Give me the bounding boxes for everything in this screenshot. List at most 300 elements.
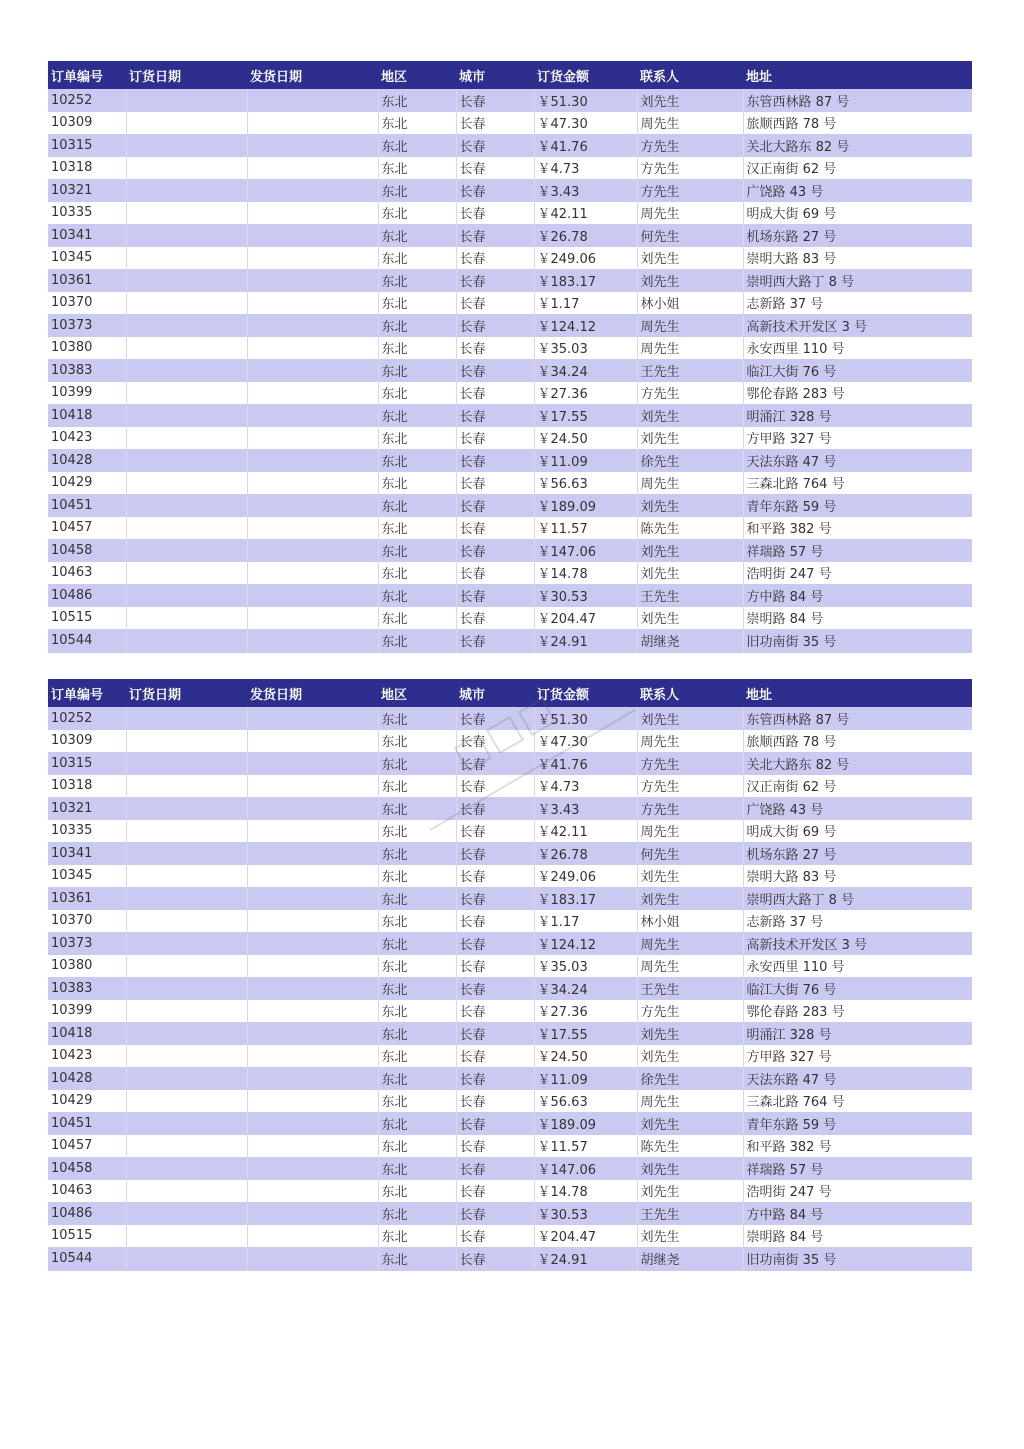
cell-contact: 方先生	[637, 752, 743, 775]
cell-address: 浩明街 247 号	[743, 562, 972, 585]
table-row	[48, 224, 972, 247]
cell-amount: ￥30.53	[534, 1202, 637, 1225]
cell-address: 和平路 382 号	[743, 1135, 972, 1158]
cell-order-date	[126, 932, 247, 955]
cell-amount: ￥124.12	[534, 932, 637, 955]
cell-address: 广饶路 43 号	[743, 179, 972, 202]
cell-region: 东北	[378, 337, 456, 360]
cell-ship-date	[247, 842, 378, 865]
cell-amount: ￥24.91	[534, 629, 637, 652]
cell-amount: ￥189.09	[534, 1112, 637, 1135]
cell-ship-date	[247, 1202, 378, 1225]
table-row	[48, 1202, 972, 1225]
cell-amount: ￥14.78	[534, 562, 637, 585]
table-row	[48, 562, 972, 585]
cell-order-id: 10399	[48, 1000, 126, 1023]
cell-region: 东北	[378, 1180, 456, 1203]
cell-ship-date	[247, 629, 378, 652]
cell-contact: 周先生	[637, 730, 743, 753]
cell-amount: ￥183.17	[534, 887, 637, 910]
cell-ship-date	[247, 1157, 378, 1180]
cell-order-date	[126, 472, 247, 495]
cell-order-id: 10429	[48, 472, 126, 495]
cell-order-date	[126, 1022, 247, 1045]
cell-address: 高新技术开发区 3 号	[743, 932, 972, 955]
cell-region: 东北	[378, 472, 456, 495]
cell-ship-date	[247, 1067, 378, 1090]
cell-city: 长春	[456, 1135, 534, 1158]
cell-city: 长春	[456, 820, 534, 843]
cell-address: 旅顺西路 78 号	[743, 730, 972, 753]
cell-city: 长春	[456, 517, 534, 540]
cell-amount: ￥41.76	[534, 134, 637, 157]
cell-region: 东北	[378, 202, 456, 225]
cell-order-date	[126, 224, 247, 247]
cell-address: 崇明西大路丁 8 号	[743, 887, 972, 910]
cell-contact: 陈先生	[637, 1135, 743, 1158]
table-row	[48, 427, 972, 450]
table-row	[48, 977, 972, 1000]
cell-ship-date	[247, 472, 378, 495]
cell-address: 关北大路东 82 号	[743, 134, 972, 157]
table-row	[48, 775, 972, 798]
cell-address: 旅顺西路 78 号	[743, 112, 972, 135]
cell-order-id: 10345	[48, 865, 126, 888]
cell-order-id: 10515	[48, 1225, 126, 1248]
cell-contact: 刘先生	[637, 1157, 743, 1180]
cell-ship-date	[247, 1247, 378, 1270]
cell-contact: 刘先生	[637, 562, 743, 585]
cell-city: 长春	[456, 1067, 534, 1090]
cell-amount: ￥17.55	[534, 404, 637, 427]
cell-amount: ￥35.03	[534, 955, 637, 978]
cell-contact: 刘先生	[637, 427, 743, 450]
cell-contact: 周先生	[637, 314, 743, 337]
table-row	[48, 89, 972, 112]
cell-city: 长春	[456, 89, 534, 112]
cell-order-date	[126, 427, 247, 450]
cell-order-date	[126, 1090, 247, 1113]
cell-city: 长春	[456, 977, 534, 1000]
cell-ship-date	[247, 157, 378, 180]
cell-address: 机场东路 27 号	[743, 842, 972, 865]
header-amount: 订货金额	[534, 679, 637, 707]
cell-order-id: 10463	[48, 562, 126, 585]
cell-address: 志新路 37 号	[743, 910, 972, 933]
table-row	[48, 337, 972, 360]
cell-order-date	[126, 404, 247, 427]
cell-contact: 胡继尧	[637, 1247, 743, 1270]
cell-order-date	[126, 112, 247, 135]
table-header-row	[48, 61, 972, 89]
cell-address: 永安西里 110 号	[743, 337, 972, 360]
header-contact: 联系人	[637, 61, 743, 89]
table-row	[48, 1247, 972, 1270]
cell-region: 东北	[378, 134, 456, 157]
cell-ship-date	[247, 820, 378, 843]
table-header-row	[48, 679, 972, 707]
cell-address: 和平路 382 号	[743, 517, 972, 540]
cell-contact: 王先生	[637, 584, 743, 607]
cell-amount: ￥47.30	[534, 112, 637, 135]
cell-address: 三森北路 764 号	[743, 1090, 972, 1113]
cell-order-id: 10335	[48, 820, 126, 843]
cell-region: 东北	[378, 157, 456, 180]
cell-city: 长春	[456, 1157, 534, 1180]
cell-region: 东北	[378, 797, 456, 820]
cell-order-id: 10418	[48, 404, 126, 427]
cell-ship-date	[247, 269, 378, 292]
cell-address: 明成大街 69 号	[743, 820, 972, 843]
cell-contact: 周先生	[637, 337, 743, 360]
cell-order-id: 10451	[48, 494, 126, 517]
cell-address: 永安西里 110 号	[743, 955, 972, 978]
table-row	[48, 955, 972, 978]
table-row	[48, 269, 972, 292]
cell-amount: ￥51.30	[534, 707, 637, 730]
cell-region: 东北	[378, 1135, 456, 1158]
cell-order-id: 10429	[48, 1090, 126, 1113]
cell-order-id: 10451	[48, 1112, 126, 1135]
cell-ship-date	[247, 775, 378, 798]
cell-amount: ￥204.47	[534, 607, 637, 630]
cell-order-date	[126, 314, 247, 337]
cell-order-id: 10463	[48, 1180, 126, 1203]
cell-order-date	[126, 887, 247, 910]
cell-region: 东北	[378, 427, 456, 450]
cell-order-date	[126, 910, 247, 933]
table-row	[48, 584, 972, 607]
cell-ship-date	[247, 752, 378, 775]
cell-contact: 方先生	[637, 134, 743, 157]
table-row	[48, 1180, 972, 1203]
cell-address: 临江大街 76 号	[743, 359, 972, 382]
cell-city: 长春	[456, 134, 534, 157]
cell-region: 东北	[378, 977, 456, 1000]
cell-order-date	[126, 707, 247, 730]
cell-region: 东北	[378, 607, 456, 630]
cell-address: 方甲路 327 号	[743, 1045, 972, 1068]
cell-order-id: 10457	[48, 517, 126, 540]
cell-order-id: 10458	[48, 1157, 126, 1180]
cell-city: 长春	[456, 1090, 534, 1113]
cell-order-id: 10457	[48, 1135, 126, 1158]
cell-region: 东北	[378, 494, 456, 517]
cell-address: 方中路 84 号	[743, 1202, 972, 1225]
header-order-date: 订货日期	[126, 61, 247, 89]
cell-amount: ￥3.43	[534, 179, 637, 202]
cell-order-id: 10361	[48, 269, 126, 292]
cell-order-date	[126, 494, 247, 517]
cell-ship-date	[247, 494, 378, 517]
cell-amount: ￥147.06	[534, 1157, 637, 1180]
cell-amount: ￥24.91	[534, 1247, 637, 1270]
cell-contact: 周先生	[637, 1090, 743, 1113]
cell-ship-date	[247, 584, 378, 607]
cell-city: 长春	[456, 494, 534, 517]
cell-city: 长春	[456, 359, 534, 382]
cell-order-id: 10399	[48, 382, 126, 405]
cell-amount: ￥11.57	[534, 517, 637, 540]
cell-ship-date	[247, 932, 378, 955]
cell-amount: ￥147.06	[534, 539, 637, 562]
cell-city: 长春	[456, 629, 534, 652]
cell-address: 祥瑞路 57 号	[743, 539, 972, 562]
cell-order-date	[126, 977, 247, 1000]
cell-address: 汉正南街 62 号	[743, 157, 972, 180]
table-row	[48, 910, 972, 933]
cell-region: 东北	[378, 539, 456, 562]
table-row	[48, 932, 972, 955]
cell-amount: ￥24.50	[534, 427, 637, 450]
cell-contact: 周先生	[637, 202, 743, 225]
cell-ship-date	[247, 607, 378, 630]
cell-address: 崇明路 84 号	[743, 1225, 972, 1248]
cell-region: 东北	[378, 1247, 456, 1270]
cell-amount: ￥17.55	[534, 1022, 637, 1045]
cell-order-id: 10544	[48, 1247, 126, 1270]
cell-amount: ￥30.53	[534, 584, 637, 607]
cell-city: 长春	[456, 1022, 534, 1045]
cell-city: 长春	[456, 1247, 534, 1270]
header-region: 地区	[378, 679, 456, 707]
cell-amount: ￥27.36	[534, 1000, 637, 1023]
cell-city: 长春	[456, 337, 534, 360]
cell-city: 长春	[456, 707, 534, 730]
cell-ship-date	[247, 382, 378, 405]
cell-region: 东北	[378, 224, 456, 247]
cell-contact: 刘先生	[637, 404, 743, 427]
cell-address: 青年东路 59 号	[743, 494, 972, 517]
cell-contact: 徐先生	[637, 449, 743, 472]
header-ship-date: 发货日期	[247, 679, 378, 707]
cell-city: 长春	[456, 562, 534, 585]
cell-city: 长春	[456, 404, 534, 427]
cell-city: 长春	[456, 157, 534, 180]
cell-contact: 方先生	[637, 775, 743, 798]
cell-amount: ￥204.47	[534, 1225, 637, 1248]
cell-order-date	[126, 842, 247, 865]
cell-ship-date	[247, 112, 378, 135]
cell-city: 长春	[456, 1180, 534, 1203]
cell-address: 广饶路 43 号	[743, 797, 972, 820]
cell-order-id: 10380	[48, 955, 126, 978]
cell-order-id: 10423	[48, 427, 126, 450]
header-address: 地址	[743, 679, 972, 707]
cell-region: 东北	[378, 1022, 456, 1045]
cell-order-date	[126, 179, 247, 202]
cell-order-id: 10458	[48, 539, 126, 562]
cell-contact: 方先生	[637, 797, 743, 820]
table-row	[48, 494, 972, 517]
cell-city: 长春	[456, 865, 534, 888]
cell-amount: ￥42.11	[534, 202, 637, 225]
cell-order-date	[126, 517, 247, 540]
cell-region: 东北	[378, 1202, 456, 1225]
table-row	[48, 1000, 972, 1023]
cell-order-id: 10309	[48, 112, 126, 135]
cell-address: 汉正南街 62 号	[743, 775, 972, 798]
cell-ship-date	[247, 1022, 378, 1045]
cell-region: 东北	[378, 112, 456, 135]
cell-address: 崇明路 84 号	[743, 607, 972, 630]
cell-contact: 刘先生	[637, 1045, 743, 1068]
cell-region: 东北	[378, 89, 456, 112]
cell-contact: 王先生	[637, 359, 743, 382]
cell-city: 长春	[456, 1000, 534, 1023]
cell-order-id: 10544	[48, 629, 126, 652]
cell-ship-date	[247, 134, 378, 157]
cell-order-date	[126, 539, 247, 562]
cell-region: 东北	[378, 247, 456, 270]
cell-ship-date	[247, 359, 378, 382]
cell-region: 东北	[378, 752, 456, 775]
cell-city: 长春	[456, 730, 534, 753]
cell-address: 方甲路 327 号	[743, 427, 972, 450]
table-row	[48, 1022, 972, 1045]
cell-region: 东北	[378, 269, 456, 292]
table-row	[48, 472, 972, 495]
header-order-id: 订单编号	[48, 679, 126, 707]
cell-address: 祥瑞路 57 号	[743, 1157, 972, 1180]
table-row	[48, 1112, 972, 1135]
cell-order-date	[126, 1180, 247, 1203]
cell-address: 天法东路 47 号	[743, 449, 972, 472]
cell-order-date	[126, 449, 247, 472]
cell-order-id: 10373	[48, 932, 126, 955]
cell-address: 明涌江 328 号	[743, 1022, 972, 1045]
table-body	[48, 89, 972, 652]
cell-amount: ￥249.06	[534, 247, 637, 270]
cell-amount: ￥14.78	[534, 1180, 637, 1203]
header-region: 地区	[378, 61, 456, 89]
cell-region: 东北	[378, 1225, 456, 1248]
table-body	[48, 707, 972, 1270]
cell-region: 东北	[378, 910, 456, 933]
cell-ship-date	[247, 539, 378, 562]
cell-order-date	[126, 89, 247, 112]
cell-contact: 周先生	[637, 112, 743, 135]
cell-order-id: 10486	[48, 1202, 126, 1225]
cell-address: 临江大街 76 号	[743, 977, 972, 1000]
cell-ship-date	[247, 1180, 378, 1203]
cell-contact: 何先生	[637, 224, 743, 247]
cell-order-id: 10383	[48, 977, 126, 1000]
cell-contact: 陈先生	[637, 517, 743, 540]
cell-ship-date	[247, 202, 378, 225]
cell-order-id: 10341	[48, 842, 126, 865]
cell-contact: 方先生	[637, 179, 743, 202]
cell-region: 东北	[378, 1157, 456, 1180]
cell-ship-date	[247, 1135, 378, 1158]
cell-order-date	[126, 775, 247, 798]
cell-ship-date	[247, 977, 378, 1000]
cell-contact: 刘先生	[637, 494, 743, 517]
cell-order-date	[126, 1157, 247, 1180]
cell-ship-date	[247, 730, 378, 753]
cell-contact: 周先生	[637, 820, 743, 843]
table-row	[48, 539, 972, 562]
table-row	[48, 449, 972, 472]
cell-contact: 王先生	[637, 1202, 743, 1225]
cell-address: 鄂伦春路 283 号	[743, 1000, 972, 1023]
table-row	[48, 707, 972, 730]
cell-region: 东北	[378, 842, 456, 865]
cell-city: 长春	[456, 224, 534, 247]
cell-city: 长春	[456, 1202, 534, 1225]
cell-order-date	[126, 1247, 247, 1270]
cell-region: 东北	[378, 1090, 456, 1113]
cell-order-date	[126, 1135, 247, 1158]
cell-order-id: 10423	[48, 1045, 126, 1068]
cell-contact: 刘先生	[637, 1225, 743, 1248]
cell-city: 长春	[456, 179, 534, 202]
cell-city: 长春	[456, 842, 534, 865]
cell-city: 长春	[456, 202, 534, 225]
cell-contact: 方先生	[637, 157, 743, 180]
cell-amount: ￥26.78	[534, 842, 637, 865]
cell-ship-date	[247, 427, 378, 450]
cell-region: 东北	[378, 887, 456, 910]
table-row	[48, 607, 972, 630]
cell-ship-date	[247, 955, 378, 978]
cell-ship-date	[247, 314, 378, 337]
header-order-date: 订货日期	[126, 679, 247, 707]
cell-city: 长春	[456, 247, 534, 270]
header-order-id: 订单编号	[48, 61, 126, 89]
cell-region: 东北	[378, 1000, 456, 1023]
cell-city: 长春	[456, 1045, 534, 1068]
header-ship-date: 发货日期	[247, 61, 378, 89]
cell-amount: ￥35.03	[534, 337, 637, 360]
cell-ship-date	[247, 247, 378, 270]
cell-contact: 刘先生	[637, 607, 743, 630]
cell-amount: ￥24.50	[534, 1045, 637, 1068]
cell-order-id: 10321	[48, 179, 126, 202]
table-row	[48, 404, 972, 427]
table-row	[48, 157, 972, 180]
cell-order-date	[126, 562, 247, 585]
cell-order-id: 10318	[48, 775, 126, 798]
cell-city: 长春	[456, 472, 534, 495]
cell-ship-date	[247, 910, 378, 933]
cell-region: 东北	[378, 775, 456, 798]
cell-address: 三森北路 764 号	[743, 472, 972, 495]
cell-region: 东北	[378, 629, 456, 652]
cell-region: 东北	[378, 1045, 456, 1068]
cell-contact: 刘先生	[637, 865, 743, 888]
cell-ship-date	[247, 707, 378, 730]
cell-address: 旧功南街 35 号	[743, 1247, 972, 1270]
cell-amount: ￥51.30	[534, 89, 637, 112]
cell-ship-date	[247, 89, 378, 112]
cell-city: 长春	[456, 607, 534, 630]
cell-contact: 刘先生	[637, 247, 743, 270]
cell-city: 长春	[456, 797, 534, 820]
table-row	[48, 1135, 972, 1158]
cell-order-id: 10335	[48, 202, 126, 225]
cell-ship-date	[247, 1225, 378, 1248]
cell-amount: ￥34.24	[534, 359, 637, 382]
cell-ship-date	[247, 179, 378, 202]
cell-address: 志新路 37 号	[743, 292, 972, 315]
header-address: 地址	[743, 61, 972, 89]
table-row	[48, 730, 972, 753]
cell-order-id: 10345	[48, 247, 126, 270]
cell-order-date	[126, 134, 247, 157]
cell-order-date	[126, 202, 247, 225]
cell-address: 方中路 84 号	[743, 584, 972, 607]
